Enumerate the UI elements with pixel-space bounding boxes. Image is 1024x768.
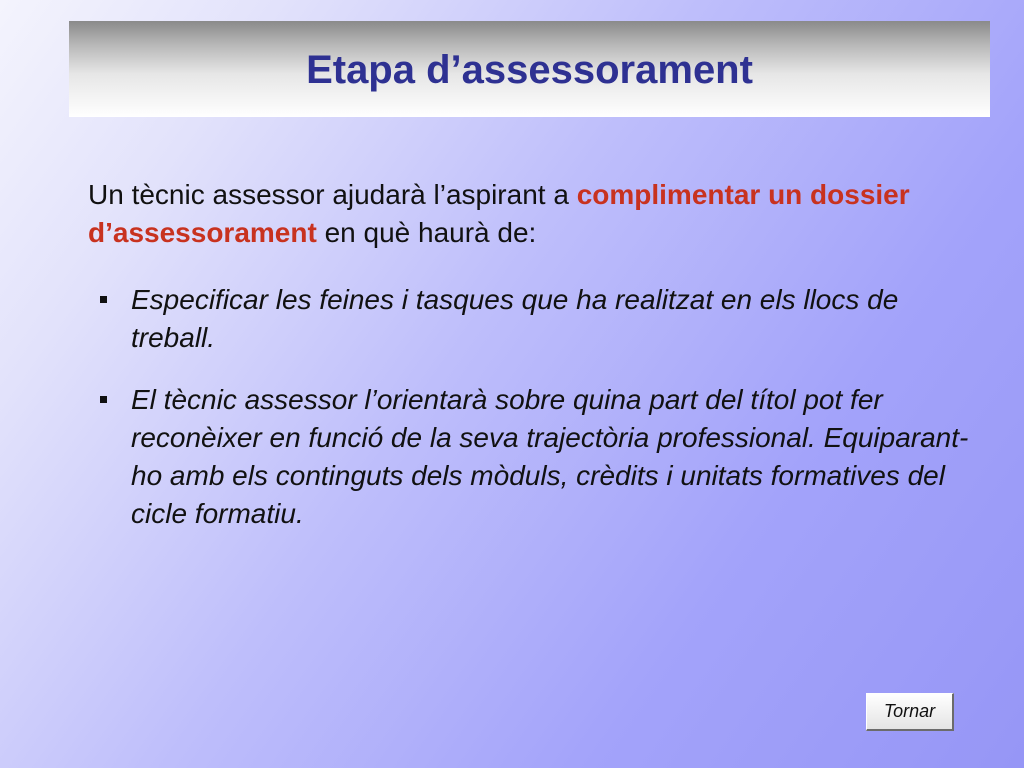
bullet-text: El tècnic assessor l’orientarà sobre quina part del títol pot fer reconèixer en funció de la seva trajectòria professional. Equiparant-ho amb els continguts dels mòduls, crèdits i unitats formatives del cicle formatiu. [131, 384, 969, 529]
bullet-item [100, 381, 980, 533]
intro-text-end: en què haurà de: [316, 217, 537, 248]
back-button[interactable]: Tornar [866, 693, 954, 731]
intro-paragraph [88, 176, 978, 252]
title-bar [69, 21, 990, 117]
bullet-text: Especificar les feines i tasques que ha realitzat en els llocs de treball. [131, 284, 899, 353]
square-bullet-icon [100, 296, 107, 303]
square-bullet-icon [100, 396, 107, 403]
bullet-list [100, 281, 980, 533]
intro-highlight: complimentar un dossier d’assessorament [88, 179, 910, 248]
slide-title: Etapa d’assessorament [306, 48, 753, 92]
bullet-item [100, 281, 980, 357]
intro-text-start: Un tècnic assessor ajudarà l’aspirant a [88, 179, 577, 210]
